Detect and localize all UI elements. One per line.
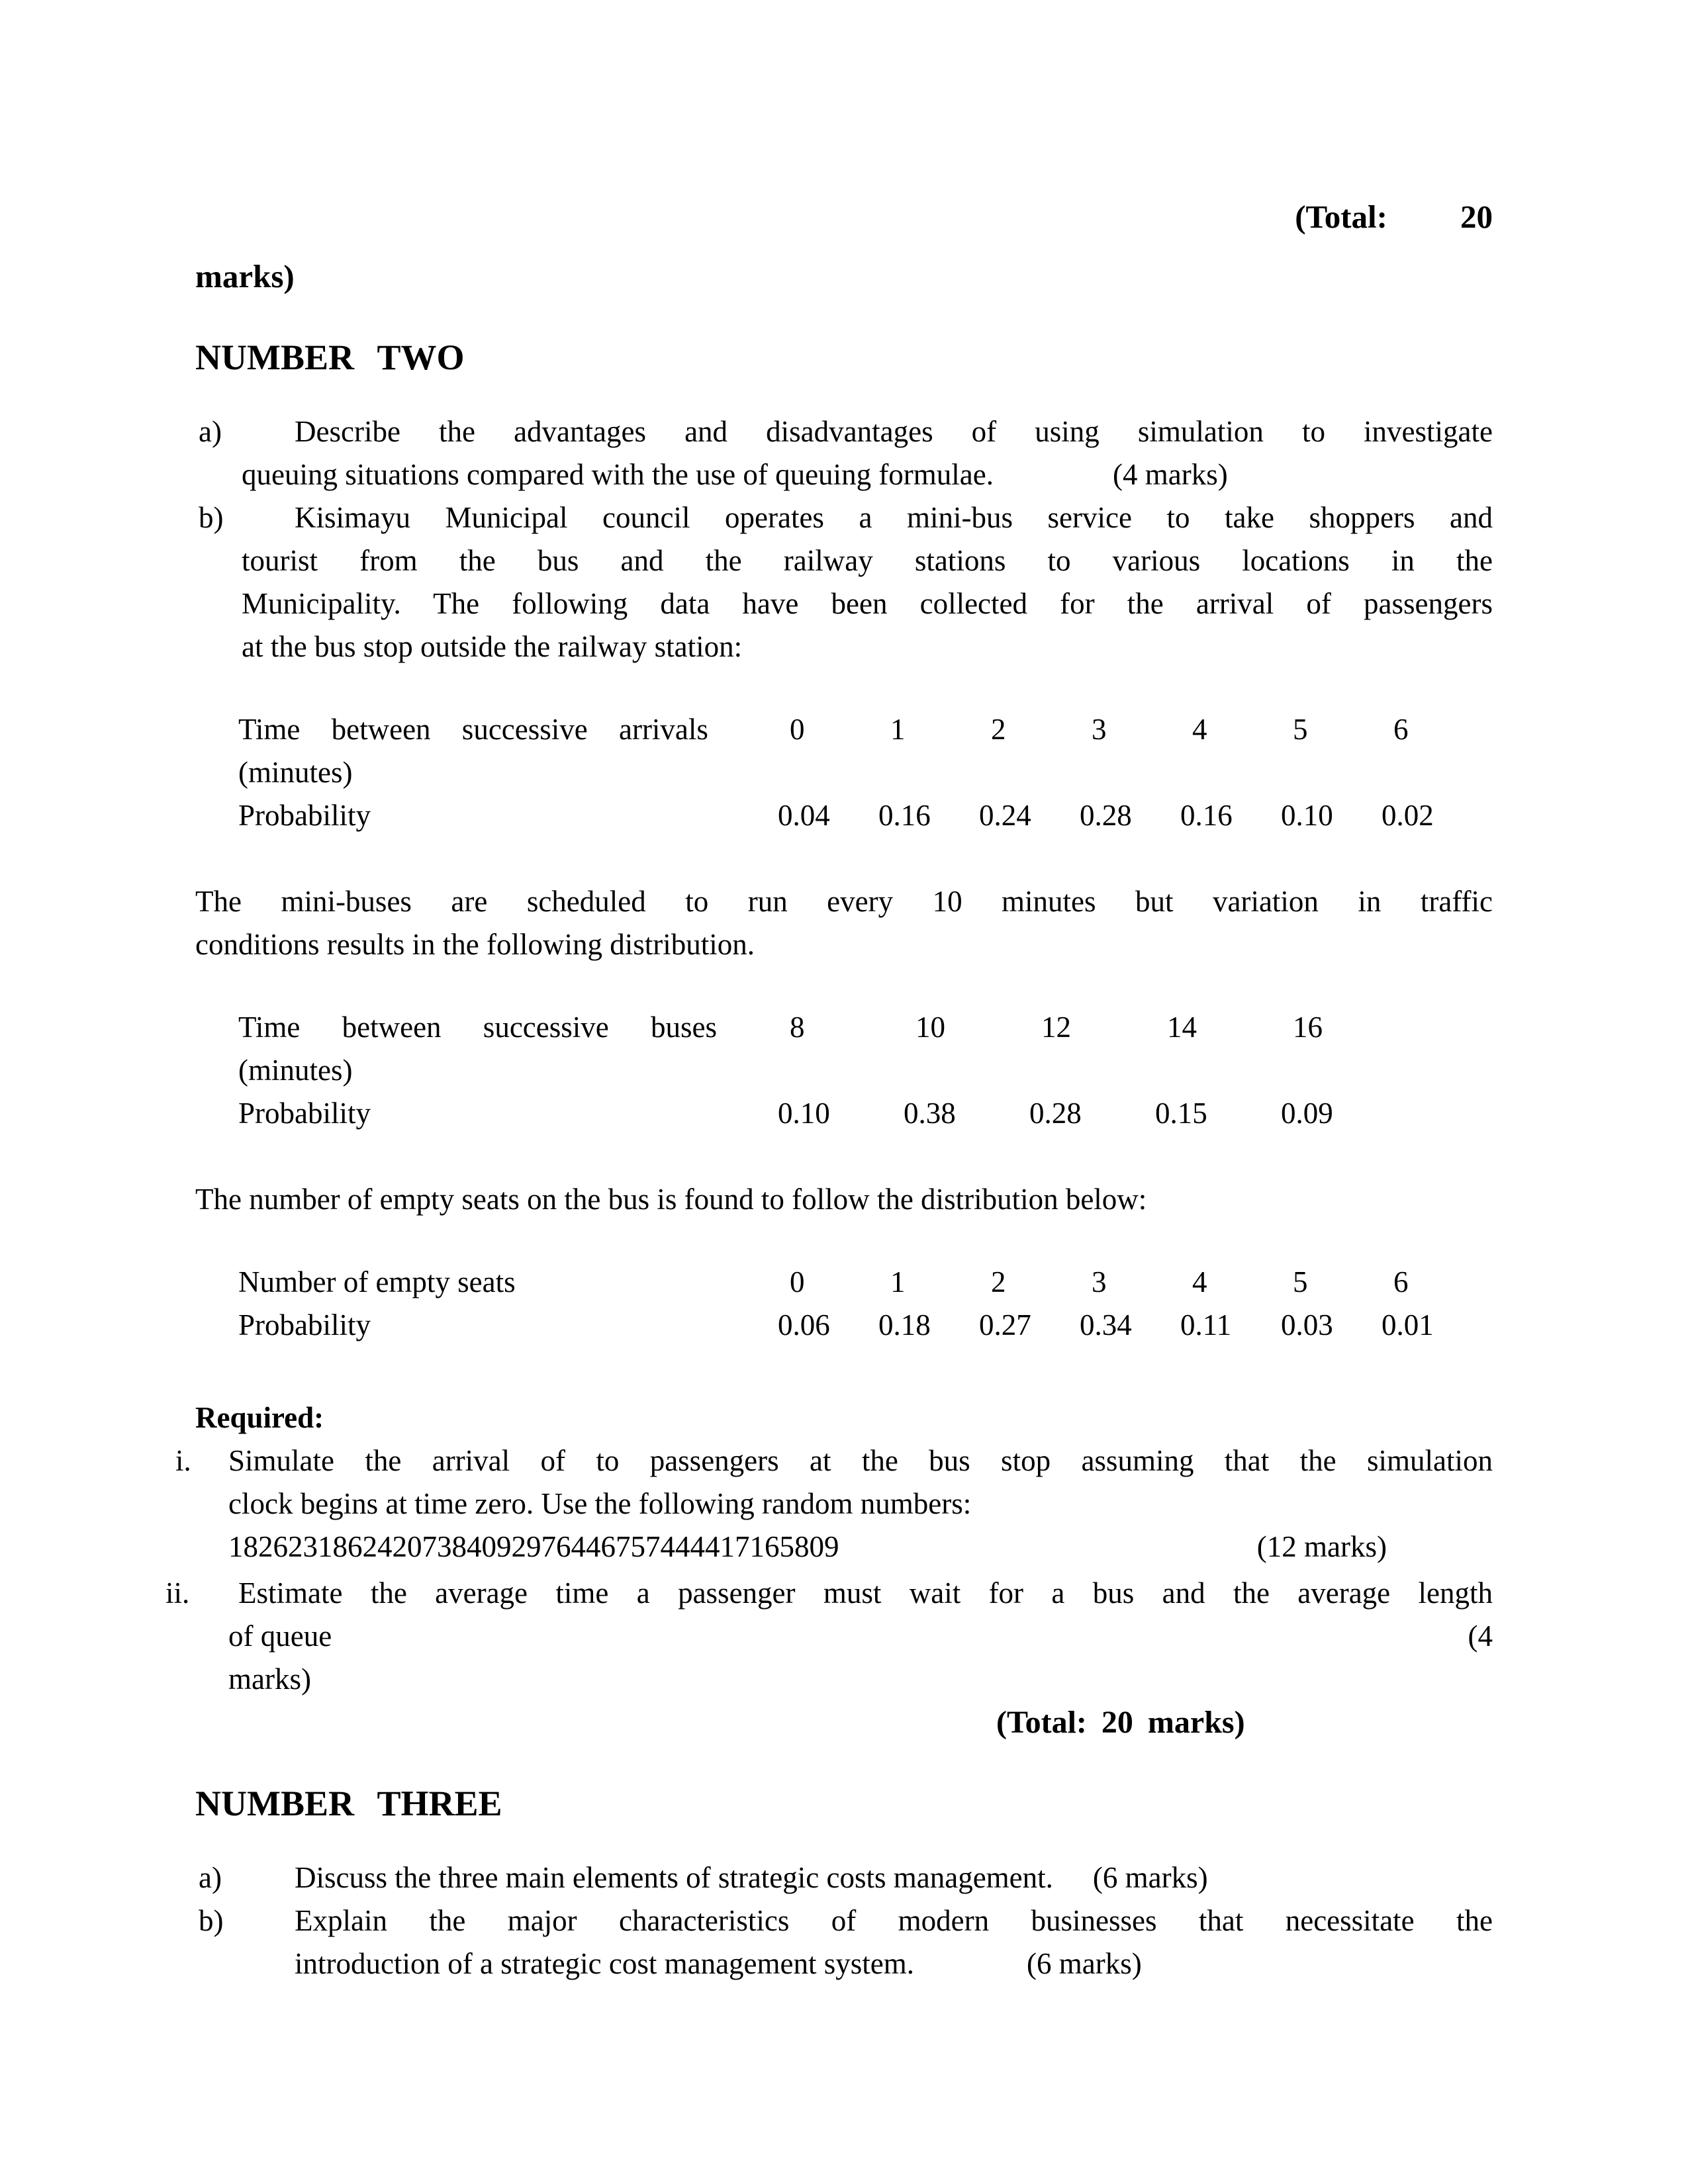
arrivals-time-cell: 6: [1393, 713, 1409, 746]
buses-table-header-row: [238, 1006, 1493, 1049]
buses-table-probability-row: [238, 1092, 1493, 1135]
item-b3-line-2-text: introduction of a strategic cost management system.: [295, 1947, 914, 1980]
number-three-heading: NUMBER THREE: [195, 1784, 502, 1823]
buses-time-cell: 8: [790, 1011, 805, 1044]
item-i-line-1: Simulate the arrival of to passengers at the bus stop assuming that the simulation: [228, 1444, 1493, 1477]
item-i-marker: i.: [175, 1444, 191, 1477]
seats-table-header-row: [238, 1261, 1493, 1304]
arrivals-table-probability-row: [238, 794, 1493, 837]
buses-table: [238, 1006, 1493, 1135]
buses-intro-paragraph: [195, 880, 1493, 966]
question-two-item-ii: [165, 1572, 1493, 1701]
arrivals-time-cell: 3: [1092, 713, 1107, 746]
item-b-line-1: Kisimayu Municipal council operates a mini-bus service to take shoppers and: [295, 501, 1493, 534]
item-b-line-3: Municipality. The following data have been collected for the arrival of passengers: [242, 587, 1493, 620]
buses-time-cell: 16: [1293, 1011, 1323, 1044]
seats-prob-cell: 0.11: [1180, 1308, 1232, 1342]
buses-table-units-row: [238, 1049, 1493, 1092]
buses-prob-cell: 0.38: [904, 1097, 956, 1130]
item-a-line-2-text: queuing situations compared with the use of queuing formulae.: [242, 458, 994, 491]
seats-count-cell: 3: [1092, 1265, 1107, 1298]
item-i-line-2: clock begins at time zero. Use the following random numbers:: [228, 1487, 972, 1520]
total-top-value: 20: [1460, 199, 1493, 235]
total-top-label: (Total:: [1295, 199, 1387, 235]
total-mid-line: (Total: 20 marks): [996, 1705, 1245, 1740]
seats-prob-cell: 0.03: [1281, 1308, 1333, 1342]
seats-count-cell: 6: [1393, 1265, 1409, 1298]
buses-prob-cell: 0.10: [778, 1097, 830, 1130]
item-ii-line-3: marks): [228, 1662, 311, 1696]
seats-prob-cell: 0.34: [1080, 1308, 1132, 1342]
arrivals-table-header-row: [238, 708, 1493, 751]
arrivals-prob-cell: 0.04: [778, 799, 830, 832]
arrivals-time-cell: 2: [991, 713, 1006, 746]
buses-prob-cell: 0.15: [1155, 1097, 1207, 1130]
random-numbers: 18262318624207384092976446757444417165809: [228, 1530, 839, 1563]
buses-table-label: Time between successive buses: [238, 1011, 717, 1044]
item-ii-marker: ii.: [165, 1576, 190, 1610]
arrivals-table: [238, 708, 1493, 837]
arrivals-table-units-row: [238, 751, 1493, 794]
item-b-marker: b): [199, 501, 224, 534]
item-b-line-2: tourist from the bus and the railway stations to various locations in the: [242, 544, 1493, 577]
item-a3-marker: a): [199, 1861, 222, 1894]
item-i-random-numbers-line: [228, 1525, 1493, 1569]
buses-intro-line-1: The mini-buses are scheduled to run every 10 minutes but variation in traffic: [195, 885, 1493, 918]
buses-time-cell: 14: [1167, 1011, 1197, 1044]
item-ii-line-1: Estimate the average time a passenger must wait for a bus and the average length: [238, 1576, 1493, 1610]
item-b3-marks: (6 marks): [1027, 1947, 1142, 1980]
item-i-marks: (12 marks): [1256, 1530, 1387, 1563]
item-a-line-1: Describe the advantages and disadvantages of using simulation to investigate: [295, 415, 1493, 448]
arrivals-table-label: Time between successive arrivals: [238, 713, 708, 746]
arrivals-time-cell: 0: [790, 713, 805, 746]
seats-table-label: Number of empty seats: [238, 1265, 516, 1298]
arrivals-prob-cell: 0.10: [1281, 799, 1333, 832]
question-three-item-b: [199, 1899, 1493, 1985]
seats-table-probability-row: [238, 1304, 1493, 1347]
number-two-heading: NUMBER TWO: [195, 338, 465, 377]
arrivals-time-cell: 5: [1293, 713, 1308, 746]
arrivals-time-cell: 4: [1192, 713, 1207, 746]
seats-table: [238, 1261, 1493, 1347]
buses-intro-line-2: conditions results in the following distribution.: [195, 928, 755, 961]
total-top-line: [195, 195, 1493, 238]
item-a3-marks: (6 marks): [1092, 1861, 1208, 1894]
question-two-item-i: [175, 1439, 1493, 1569]
question-two-item-a: [199, 410, 1493, 496]
buses-time-cell: 10: [915, 1011, 945, 1044]
item-b3-line-1: Explain the major characteristics of modern businesses that necessitate the: [295, 1904, 1493, 1937]
seats-count-cell: 2: [991, 1265, 1006, 1298]
arrivals-prob-cell: 0.02: [1382, 799, 1434, 832]
spacer: [1053, 1887, 1093, 1888]
arrivals-prob-cell: 0.24: [979, 799, 1031, 832]
required-heading: Required:: [195, 1401, 324, 1434]
spacer: [914, 1973, 1027, 1974]
seats-count-cell: 4: [1192, 1265, 1207, 1298]
seats-count-cell: 0: [790, 1265, 805, 1298]
arrivals-prob-cell: 0.16: [1180, 799, 1233, 832]
arrivals-prob-cell: 0.28: [1080, 799, 1132, 832]
item-a-marker: a): [199, 415, 222, 448]
arrivals-table-units: (minutes): [238, 756, 353, 789]
seats-prob-cell: 0.01: [1382, 1308, 1434, 1342]
buses-time-cell: 12: [1041, 1011, 1071, 1044]
item-b3-marker: b): [199, 1904, 224, 1937]
item-a3-line-1: [295, 1856, 1493, 1899]
question-three-item-a: [199, 1856, 1493, 1899]
total-top-continuation: marks): [195, 258, 295, 295]
item-ii-marks-open: (4: [1468, 1619, 1493, 1653]
buses-prob-cell: 0.28: [1029, 1097, 1082, 1130]
buses-prob-cell: 0.09: [1281, 1097, 1333, 1130]
seats-prob-cell: 0.18: [878, 1308, 931, 1342]
arrivals-time-cell: 1: [890, 713, 906, 746]
item-a-line-2: [242, 453, 1493, 496]
item-a3-text: Discuss the three main elements of strategic costs management.: [295, 1861, 1053, 1894]
seats-intro-paragraph: The number of empty seats on the bus is found to follow the distribution below:: [195, 1183, 1147, 1216]
seats-prob-cell: 0.27: [979, 1308, 1031, 1342]
item-ii-line-2-text: of queue: [228, 1619, 332, 1653]
item-a-marks: (4 marks): [1113, 458, 1228, 491]
arrivals-prob-cell: 0.16: [878, 799, 931, 832]
seats-probability-label: Probability: [238, 1308, 371, 1342]
buses-table-units: (minutes): [238, 1054, 353, 1087]
arrivals-probability-label: Probability: [238, 799, 371, 832]
item-ii-line-2: [228, 1615, 1493, 1658]
item-b3-line-2: [295, 1942, 1493, 1985]
seats-count-cell: 5: [1293, 1265, 1308, 1298]
seats-count-cell: 1: [890, 1265, 906, 1298]
question-two-item-b: [199, 496, 1493, 668]
buses-probability-label: Probability: [238, 1097, 371, 1130]
item-b-line-4: at the bus stop outside the railway station:: [242, 630, 743, 663]
seats-prob-cell: 0.06: [778, 1308, 830, 1342]
